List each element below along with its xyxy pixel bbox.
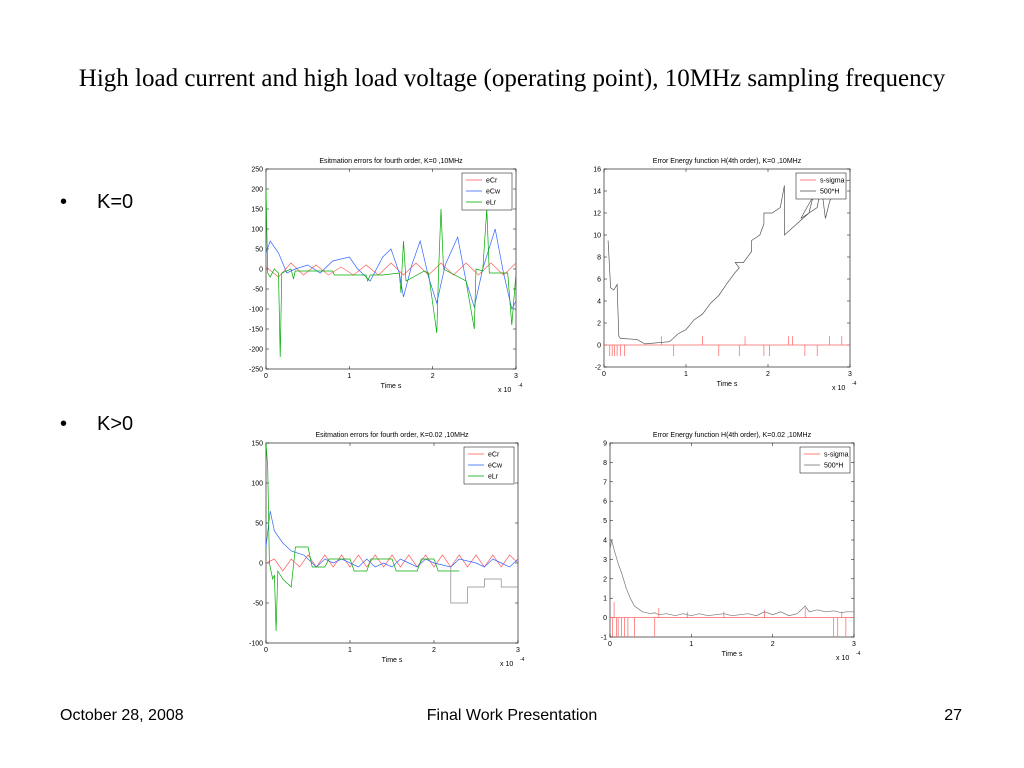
x-axis-label: Time s [381,657,403,664]
x-tick-label: 2 [430,373,435,380]
y-tick-label: 8 [597,254,601,262]
x-tick-label: 3 [516,647,520,654]
y-tick-label: -50 [252,600,263,608]
x-axis-label: Time s [380,383,402,390]
slide-title: High load current and high load voltage (operating point), 10MHz sampling frequency [78,65,946,92]
y-tick-label: 8 [603,459,607,467]
y-tick-label: 9 [603,440,607,448]
bullet-label: K>0 [97,413,134,435]
x-tick-label: 1 [684,371,688,378]
y-tick-label: 2 [597,320,601,328]
legend-label: eCw [488,462,503,470]
y-tick-label: 150 [251,440,263,448]
x-axis-label: Time s [716,381,738,388]
y-tick-label: 6 [603,498,607,506]
y-tick-label: 1 [603,595,607,603]
chart-error-energy-k0 [576,150,866,398]
y-tick-label: 100 [251,480,263,488]
legend-label: eLr [488,473,499,481]
y-tick-label: 16 [593,166,601,174]
y-tick-label: 50 [255,246,263,254]
x-axis-exponent: -4 [520,657,525,663]
footer-page-number: 27 [944,707,962,724]
legend-label: eCw [486,188,501,196]
y-tick-label: 2 [603,576,607,584]
x-tick-label: 3 [514,373,518,380]
chart-title: Error Energy function H(4th order), K=0.02 ,10MHz [652,432,812,439]
y-tick-label: -1 [600,634,607,642]
legend-label: 500*H [824,462,844,470]
y-tick-label: 5 [603,518,607,526]
y-tick-label: 0 [597,342,601,350]
y-tick-label: 4 [603,537,607,545]
x-axis-exponent: -4 [518,383,523,389]
x-tick-label: 2 [766,371,770,378]
y-tick-label: -100 [248,640,263,648]
y-tick-label: 6 [597,276,601,284]
x-tick-label: 0 [264,647,268,654]
bullet-k-zero [60,190,133,214]
y-tick-label: 4 [597,298,601,306]
y-tick-label: 0 [259,266,263,274]
x-axis-multiplier: x 10 [836,655,850,662]
x-tick-label: 3 [852,641,856,648]
legend-label: eLr [486,199,497,207]
chart-title: Error Energy function H(4th order), K=0 ,10MHz [652,158,802,165]
x-axis-exponent: -4 [852,381,857,387]
x-axis-multiplier: x 10 [500,661,514,668]
x-tick-label: 1 [348,647,352,654]
y-tick-label: 200 [251,186,263,194]
y-tick-label: 0 [259,560,263,568]
y-tick-label: 0 [603,615,607,623]
x-tick-label: 1 [689,641,694,648]
y-tick-label: -50 [252,286,263,294]
chart-error-energy-k002 [582,426,868,666]
y-tick-label: -250 [248,366,263,374]
footer-date: October 28, 2008 [60,707,184,724]
y-tick-label: -200 [248,346,263,354]
legend-label: eCr [488,451,500,459]
y-tick-label: 250 [251,166,263,174]
legend-label: s-sigma [820,177,845,185]
x-tick-label: 0 [602,371,606,378]
y-tick-label: 10 [593,232,601,240]
x-tick-label: 2 [432,647,436,654]
y-tick-label: 14 [593,188,601,196]
x-axis-multiplier: x 10 [498,387,512,394]
y-tick-label: 12 [593,210,601,218]
x-axis-exponent: -4 [856,651,861,657]
x-tick-label: 2 [770,641,775,648]
x-axis-label: Time s [721,651,743,658]
x-tick-label: 1 [347,373,352,380]
y-tick-label: 3 [603,556,607,564]
y-tick-label: -2 [594,364,601,372]
y-tick-label: 100 [251,226,263,234]
chart-estimation-errors-k002 [238,426,530,670]
bullet-k-positive [60,412,133,436]
bullet-label: K=0 [97,191,134,213]
chart-title: Esitmation errors for fourth order, K=0.02 ,10MHz [315,432,469,439]
chart-title: Esitmation errors for fourth order, K=0 ,10MHz [319,158,463,165]
legend-label: s-sigma [824,451,849,459]
x-tick-label: 0 [608,641,612,648]
x-tick-label: 3 [848,371,852,378]
bullet-dot: • [60,191,68,213]
y-tick-label: 150 [251,206,263,214]
y-tick-label: -100 [248,306,263,314]
bullet-dot: • [60,413,68,435]
y-tick-label: 50 [255,520,263,528]
chart-estimation-errors-k0 [238,150,530,398]
legend-label: eCr [486,177,498,185]
y-tick-label: -150 [248,326,263,334]
y-tick-label: 7 [603,479,607,487]
x-axis-multiplier: x 10 [832,385,846,392]
legend-label: 500*H [820,188,840,196]
footer-presentation-name: Final Work Presentation [426,707,598,724]
x-tick-label: 0 [264,373,268,380]
